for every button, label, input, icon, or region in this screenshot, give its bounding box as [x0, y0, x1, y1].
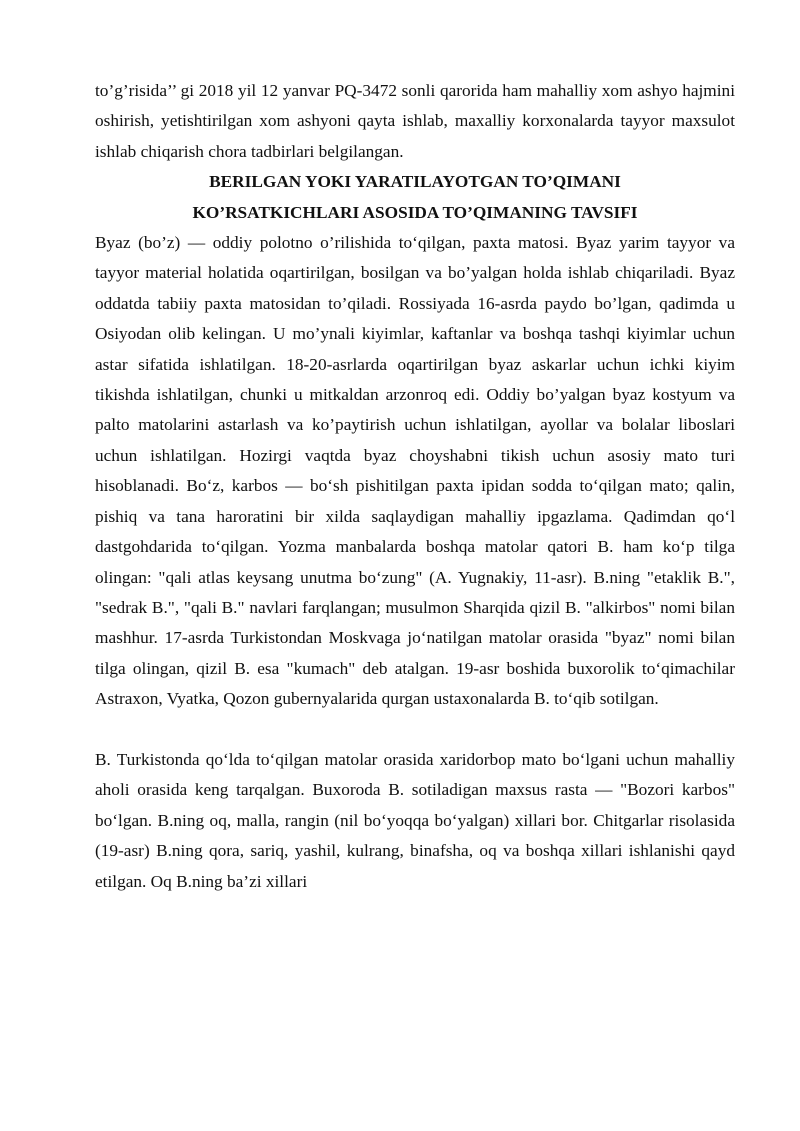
body-paragraph-1: Byaz (bo’z) — oddiy polotno o’rilishida to‘qilgan, paxta matosi. Byaz yarim tayyor va tayyor material holatida oqartirilgan, bosilgan va bo’yalgan holda ishlab chiqariladi. Byaz oddatda tabiiy paxta matosidan to’qiladi. Rossiyada 16-asrda paydo bo’lgan, qadimda u Osiyodan olib kelingan. U mo’ynali kiyimlar, kaftanlar va boshqa tashqi kiyimlar uchun astar sifatida ishlatilgan. 18-20-asrlarda oqartirilgan byaz askarlar uchun ichki kiyim tikishda ishlatilgan, chunki u mitkaldan arzonroq edi. Oddiy bo’yalgan byaz kostyum va palto matolarini astarlash va ko’paytirish uchun ishlatilgan, ayollar va bolalar liboslari uchun ishlatilgan. Hozirgi vaqtda byaz choyshabni tikish uchun asosiy mato turi hisoblanadi. Bo‘z, karbos — bo‘sh pishitilgan paxta ipidan sodda to‘qilgan mato; qalin, pishiq va tana haroratini bir xilda saqlaydigan mahalliy ipgazlama. Qadimdan qo‘l dastgohdarida to‘qilgan. Yozma manbalarda boshqa matolar qatori B. ham ko‘p tilga olingan: "qali atlas keysang unutma bo‘zung" (A. Yugnakiy, 11-asr). B.ning "etaklik B.", "sedrak B.", "qali B." navlari farqlangan; musulmon Sharqida qizil B. "alkirbos" nomi bilan mashhur. 17-asrda Turkistondan Moskvaga jo‘natilgan matolar orasida "byaz" nomi bilan tilga olingan, qizil B. esa "kumach" deb atalgan. 19-asr boshida buxorolik to‘qimachilar Astraxon, Vyatka, Qozon gubernyalarida qurgan ustaxonalarda B. to‘qib sotilgan. [95, 233, 735, 709]
paragraph-spacer [95, 715, 735, 745]
section-heading-line-1: BERILGAN YOKI YARATILAYOTGAN TO’QIMANI [209, 172, 621, 192]
body-paragraph-2: B. Turkistonda qo‘lda to‘qilgan matolar orasida xaridorbop mato bo‘lgani uchun mahalliy aholi orasida keng tarqalgan. Buxoroda B. sotiladigan maxsus rasta — "Bozori karbos" bo‘lgan. B.ning oq, malla, rangin (nil bo‘yoqqa bo‘yalgan) xillari bor. Chitgarlar risolasida (19-asr) B.ning qora, sariq, yashil, kulrang, binafsha, oq va boshqa xillari ishlanishi qayd etilgan. Oq B.ning ba’zi xillari [95, 749, 735, 891]
document-page [95, 76, 735, 897]
section-heading-line-2: KO’RSATKICHLARI ASOSIDA TO’QIMANING TAVSIFI [192, 202, 638, 222]
intro-paragraph: to’g’risida’’ gi 2018 yil 12 yanvar PQ-3472 sonli qarorida ham mahalliy xom ashyo hajmini oshirish, yetishtirilgan xom ashyoni qayta ishlab, maxalliy korxonalarda tayyor maxsulot ishlab chiqarish chora tadbirlari belgilangan. [95, 81, 735, 161]
